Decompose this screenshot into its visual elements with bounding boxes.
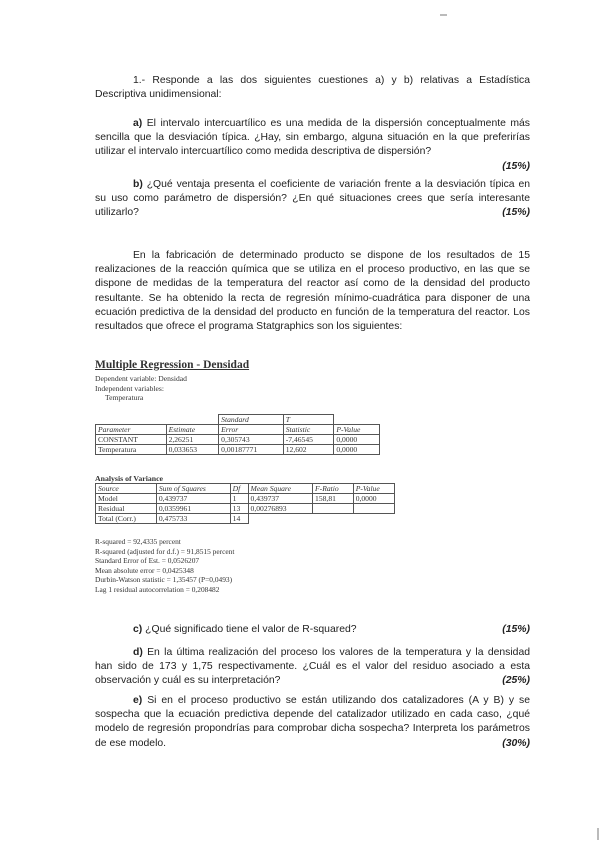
coef-cell: 0,033653 <box>166 445 219 455</box>
aov-cell: Model <box>96 494 157 504</box>
question-d-letter: d) <box>133 647 143 658</box>
aov-cell: 0,0000 <box>353 494 394 504</box>
aov-header-cell: Sum of Squares <box>156 484 230 494</box>
coef-cell: 0,0000 <box>334 445 380 455</box>
question-d <box>95 646 530 689</box>
aov-header <box>96 484 395 494</box>
aov-cell: 13 <box>230 504 248 514</box>
coef-header-cell: Error <box>219 425 284 435</box>
question-a-text: El intervalo intercuartílico es una medida de la dispersión conceptualmente más sencilla que la desviación típica. ¿Hay, sin embargo, alguna situación en la que preferirías utilizar el intervalo intercuartílico como medida descriptiva de dispersión? <box>95 118 530 158</box>
coef-cell: 0,0000 <box>334 435 380 445</box>
aov-cell <box>353 514 394 524</box>
coef-cell: 2,26251 <box>166 435 219 445</box>
coef-cell: 12,602 <box>283 445 334 455</box>
table-row <box>96 504 395 514</box>
coef-cell: Standard <box>219 415 284 425</box>
coef-table <box>95 414 380 455</box>
question-b <box>95 178 530 221</box>
coef-cell <box>96 415 167 425</box>
aov-label: Analysis of Variance <box>95 474 164 483</box>
coef-cell <box>334 415 380 425</box>
coef-cell <box>166 415 219 425</box>
coef-header-cell: P-Value <box>334 425 380 435</box>
table-row <box>96 445 380 455</box>
question-e-text: Si en el proceso productivo se están utilizando dos catalizadores (A y B) y se sospecha que la ecuación predictiva depende del catalizador utilizado en cada caso, ¿qué modelo de regresión propondrías para comprobar dicha sospecha? Interpreta los parámetros de ese modelo. <box>95 695 530 749</box>
aov-header-cell: Mean Square <box>248 484 313 494</box>
aov-header-cell: P-Value <box>353 484 394 494</box>
question-e-letter: e) <box>133 695 143 706</box>
context-paragraph <box>95 249 530 334</box>
aov-cell: 0,00276893 <box>248 504 313 514</box>
aov-header-cell: F-Ratio <box>313 484 354 494</box>
question-e <box>95 694 530 751</box>
sg-independent-var: Temperatura <box>105 393 144 403</box>
aov-cell <box>313 504 354 514</box>
intro-paragraph <box>95 74 530 102</box>
coef-header-cell: Parameter <box>96 425 167 435</box>
question-a-weight: (15%) <box>502 160 530 172</box>
question-b-text: ¿Qué ventaja presenta el coeficiente de variación frente a la desviación típica en su uso como parámetro de dispersión? ¿En qué situaciones crees que sería interesante utilizarlo? <box>95 179 531 219</box>
aov-cell: 14 <box>230 514 248 524</box>
sg-title: Multiple Regression - Densidad <box>95 359 250 371</box>
sg-dependent: Dependent variable: Densidad <box>95 374 187 383</box>
question-b-letter: b) <box>133 179 143 190</box>
aov-cell: Residual <box>96 504 157 514</box>
stat-line: R-squared = 92,4335 percent <box>95 537 181 546</box>
question-c-weight: (15%) <box>502 624 530 635</box>
stat-line: Standard Error of Est. = 0,0526207 <box>95 556 200 566</box>
table-row <box>96 494 395 504</box>
aov-table <box>95 483 395 524</box>
coef-header-top <box>96 415 380 425</box>
coef-header-cell: Statistic <box>283 425 334 435</box>
question-c-letter: c) <box>133 624 143 635</box>
stat-line: Durbin-Watson statistic = 1,35457 (P=0,0493) <box>95 575 233 585</box>
aov-cell: 0,439737 <box>156 494 230 504</box>
aov-cell: 0,0359961 <box>156 504 230 514</box>
table-row <box>96 514 395 524</box>
sg-stats <box>95 537 234 595</box>
aov-cell <box>313 514 354 524</box>
coef-header-cell: Estimate <box>166 425 219 435</box>
aov-cell: 0,475733 <box>156 514 230 524</box>
aov-cell <box>353 504 394 514</box>
coef-cell: 0,305743 <box>219 435 284 445</box>
coef-cell: Temperatura <box>96 445 167 455</box>
question-b-weight: (15%) <box>502 207 530 219</box>
intro-number: 1.- <box>133 75 146 86</box>
coef-cell: CONSTANT <box>96 435 167 445</box>
coef-cell: 0,00187771 <box>219 445 284 455</box>
aov-cell: 158,81 <box>313 494 354 504</box>
coef-cell: T <box>283 415 334 425</box>
stat-line: R-squared (adjusted for d.f.) = 91,8515 percent <box>95 546 235 556</box>
context-text: En la fabricación de determinado producto se dispone de los resultados de 15 realizaciones de la reacción química que se utiliza en el proceso productivo, en las que se dispone de medidas de la temperatura del reactor así como de la densidad del producto resultante. Se ha obtenido la recta de regresión mínimo-cuadrática para disponer de una ecuación predictiva de la densidad del producto en función de la temperatura del reactor. Los resultados que ofrece el programa Statgraphics son los siguientes: <box>95 250 530 333</box>
scan-mark <box>597 828 599 840</box>
scan-mark <box>440 14 447 16</box>
question-d-text: En la última realización del proceso los valores de la temperatura y la densidad han sido de 173 y 1,75 respectivamente. ¿Cuál es el valor del residuo asociado a esta observación y cuál es su interpretación? <box>95 647 530 687</box>
aov-cell: 1 <box>230 494 248 504</box>
question-a <box>95 117 530 174</box>
stat-line: Lag 1 residual autocorrelation = 0,208482 <box>95 584 220 594</box>
sg-meta <box>95 374 187 403</box>
aov-header-cell: Source <box>96 484 157 494</box>
aov-cell: Total (Corr.) <box>96 514 157 524</box>
question-d-weight: (25%) <box>502 675 530 687</box>
coef-cell: -7,46545 <box>283 435 334 445</box>
question-a-letter: a) <box>133 118 143 129</box>
intro-text: Responde a las dos siguientes cuestiones a) y b) relativas a Estadística Descriptiva unidimensional: <box>95 75 530 101</box>
question-c-text: ¿Qué significado tiene el valor de R-squared? <box>145 624 357 635</box>
question-c <box>95 623 530 637</box>
aov-header-cell: Df <box>230 484 248 494</box>
sg-independent: Independent variables: <box>95 383 164 393</box>
aov-cell: 0,439737 <box>248 494 313 504</box>
coef-header <box>96 425 380 435</box>
aov-cell <box>248 514 313 524</box>
question-e-weight: (30%) <box>502 737 530 749</box>
table-row <box>96 435 380 445</box>
stat-line: Mean absolute error = 0,0425348 <box>95 565 194 575</box>
